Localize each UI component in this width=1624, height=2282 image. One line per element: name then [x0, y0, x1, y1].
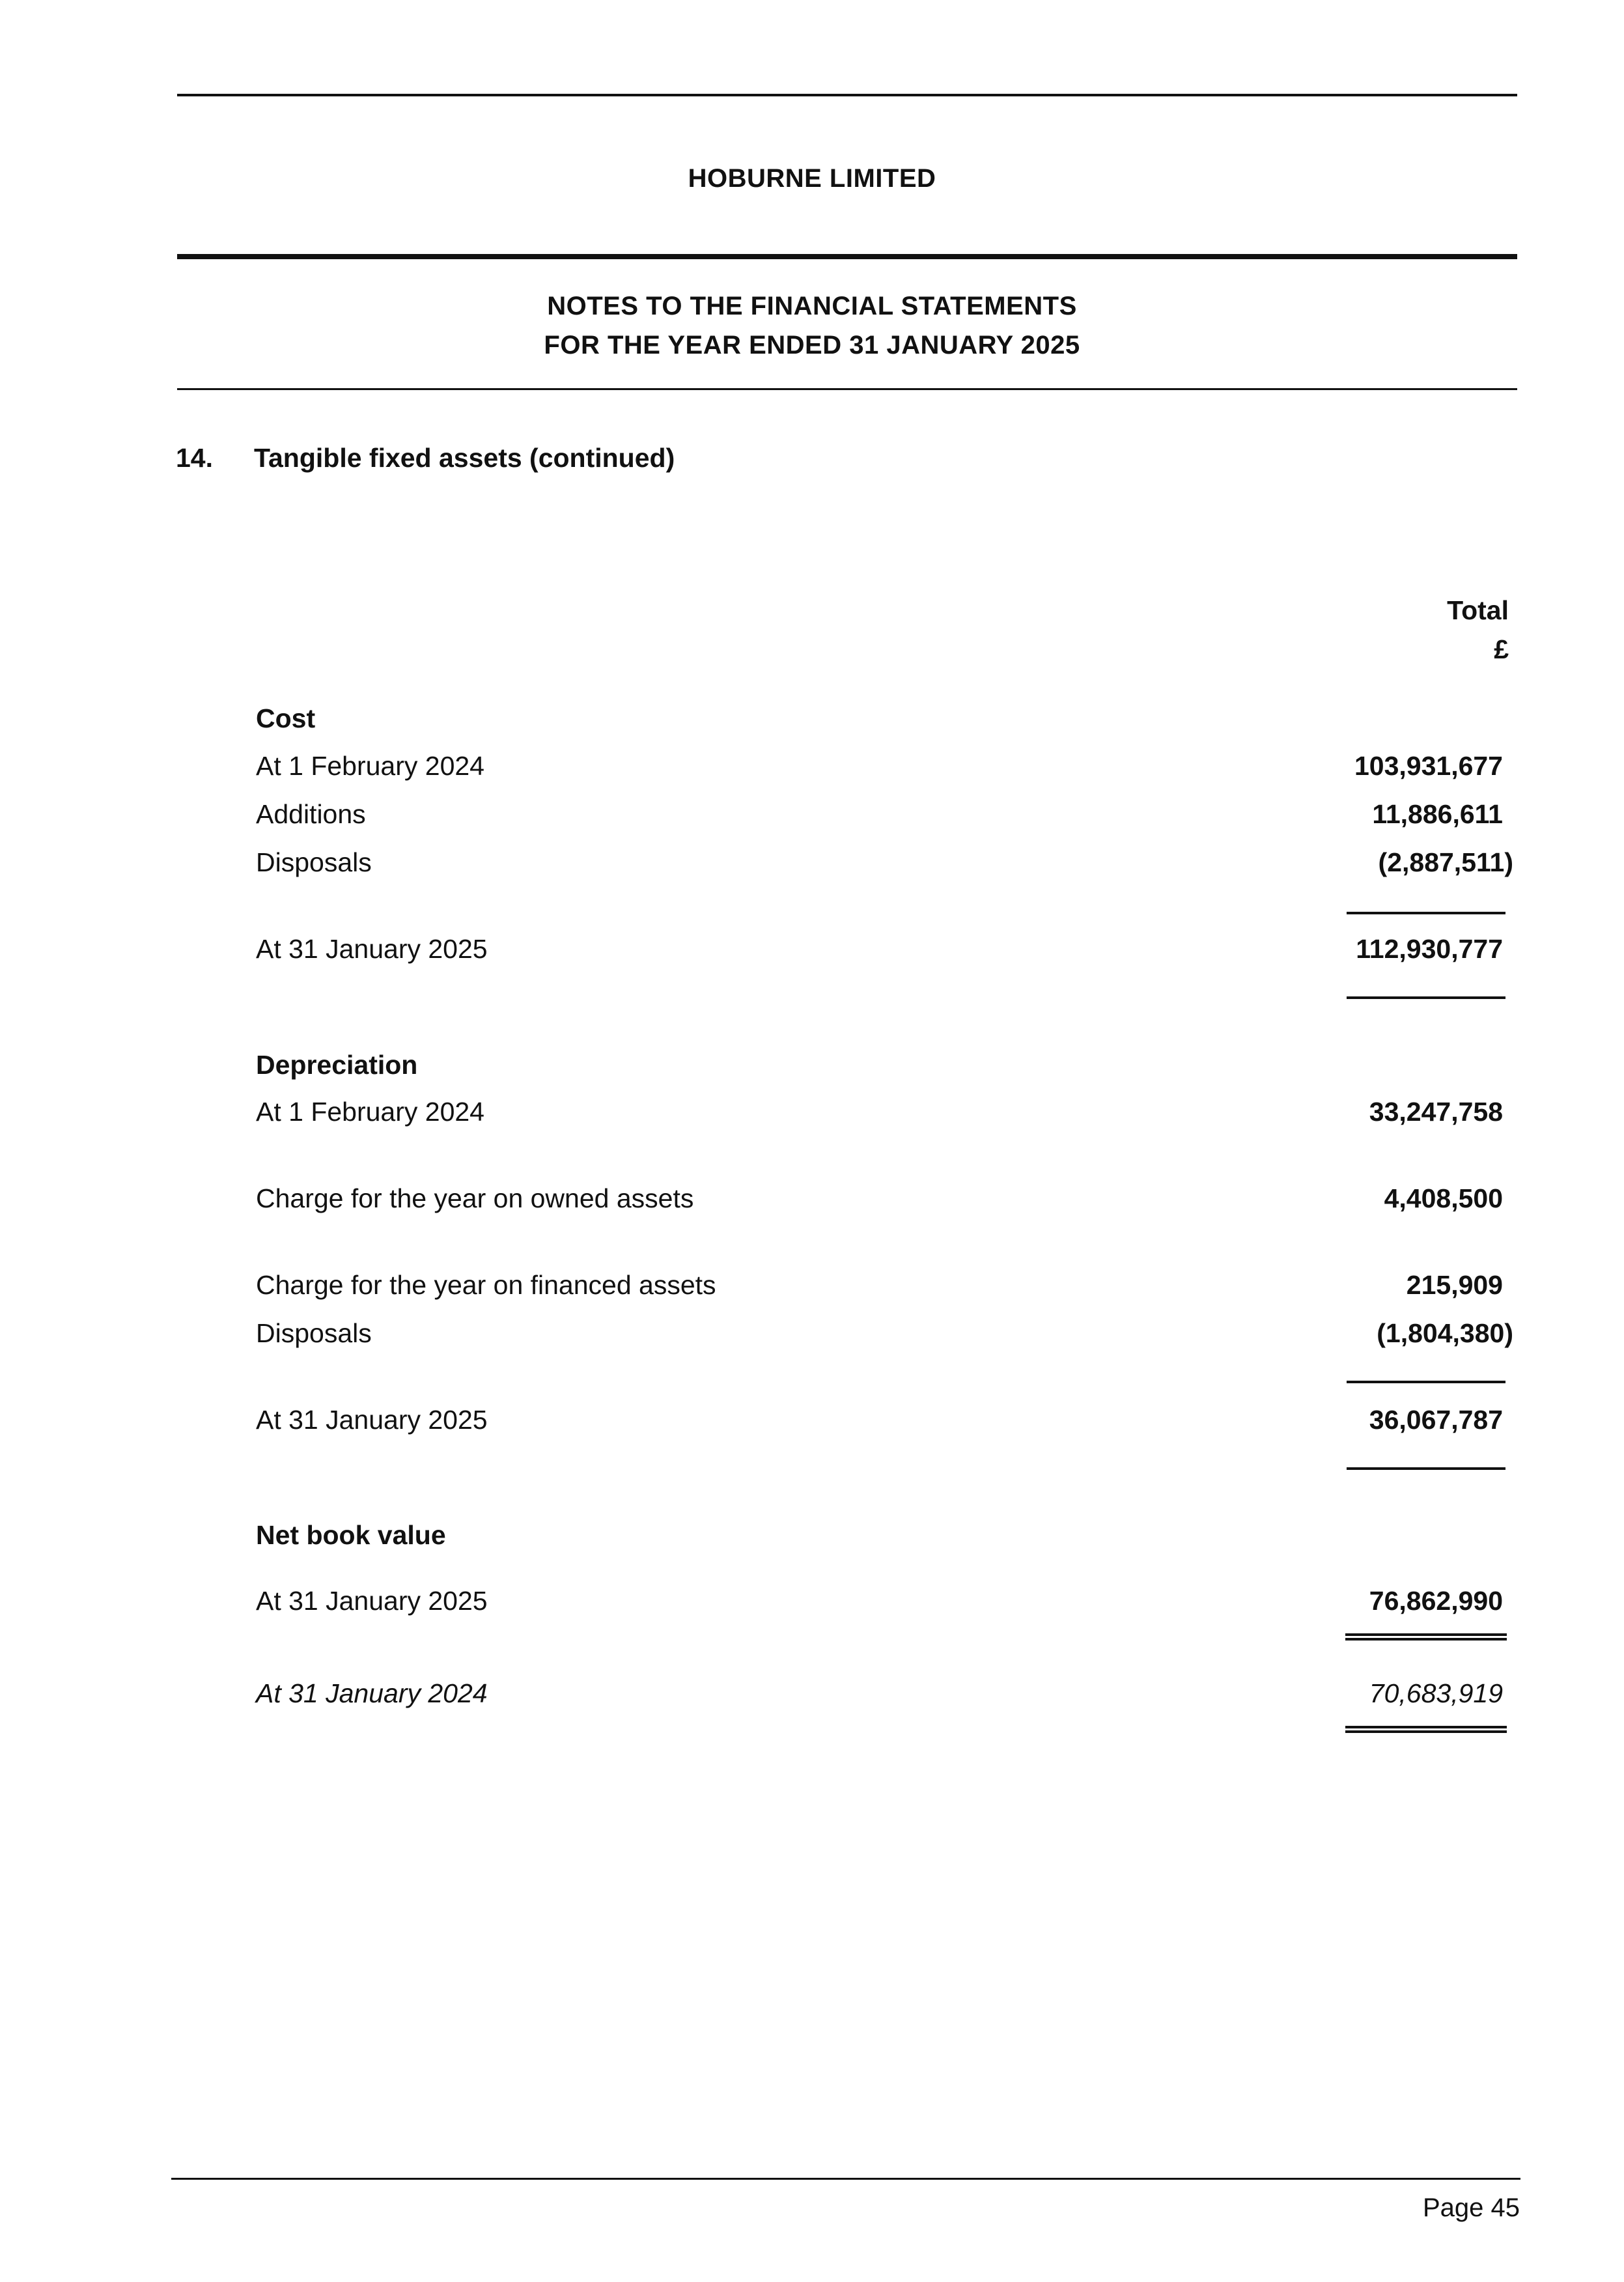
depreciation-total-rule [1347, 1467, 1505, 1470]
depreciation-row-value: (1,804,380) [1377, 1318, 1513, 1348]
nbv-heading: Net book value [256, 1520, 446, 1550]
header-thick-rule [177, 254, 1517, 259]
nbv-prior-double-rule [1345, 1726, 1507, 1733]
cost-row-label: Disposals [256, 847, 372, 877]
cost-row-value: (2,887,511) [1378, 847, 1513, 877]
notes-title-line1: NOTES TO THE FINANCIAL STATEMENTS [547, 292, 1077, 320]
cost-row-label: At 1 February 2024 [256, 751, 484, 781]
header-bottom-rule [177, 388, 1517, 390]
depreciation-row-label: At 1 February 2024 [256, 1097, 484, 1127]
page-number: Page 45 [1422, 2193, 1520, 2222]
nbv-current-value: 76,862,990 [1369, 1586, 1503, 1616]
nbv-prior-value: 70,683,919 [1369, 1678, 1503, 1708]
nbv-current-label: At 31 January 2025 [256, 1586, 488, 1616]
cost-row-label: Additions [256, 799, 366, 829]
column-heading-total: Total [1447, 595, 1509, 625]
depreciation-total-label: At 31 January 2025 [256, 1405, 488, 1435]
depreciation-row-label: Disposals [256, 1318, 372, 1348]
footer-rule [171, 2178, 1520, 2180]
nbv-prior-label: At 31 January 2024 [256, 1678, 488, 1708]
cost-total-rule [1347, 996, 1505, 999]
notes-title-line2: FOR THE YEAR ENDED 31 JANUARY 2025 [544, 331, 1080, 359]
depreciation-row-value: 33,247,758 [1369, 1097, 1503, 1127]
cost-total-label: At 31 January 2025 [256, 934, 488, 964]
depreciation-heading: Depreciation [256, 1050, 418, 1080]
depreciation-subtotal-rule [1347, 1381, 1505, 1383]
nbv-current-double-rule [1345, 1633, 1507, 1641]
note-number: 14. [176, 443, 213, 473]
depreciation-row-value: 4,408,500 [1384, 1183, 1503, 1213]
column-unit: £ [1494, 634, 1509, 664]
company-name: HOBURNE LIMITED [688, 164, 936, 193]
depreciation-total-value: 36,067,787 [1369, 1405, 1503, 1435]
top-rule [177, 94, 1517, 96]
note-title: Tangible fixed assets (continued) [254, 443, 675, 473]
cost-subtotal-rule [1347, 912, 1505, 914]
depreciation-row-label: Charge for the year on financed assets [256, 1270, 716, 1300]
cost-total-value: 112,930,777 [1356, 934, 1503, 964]
depreciation-row-label: Charge for the year on owned assets [256, 1183, 694, 1213]
depreciation-row-value: 215,909 [1406, 1270, 1503, 1300]
cost-row-value: 11,886,611 [1372, 799, 1503, 829]
cost-heading: Cost [256, 703, 316, 733]
cost-row-value: 103,931,677 [1354, 751, 1503, 781]
